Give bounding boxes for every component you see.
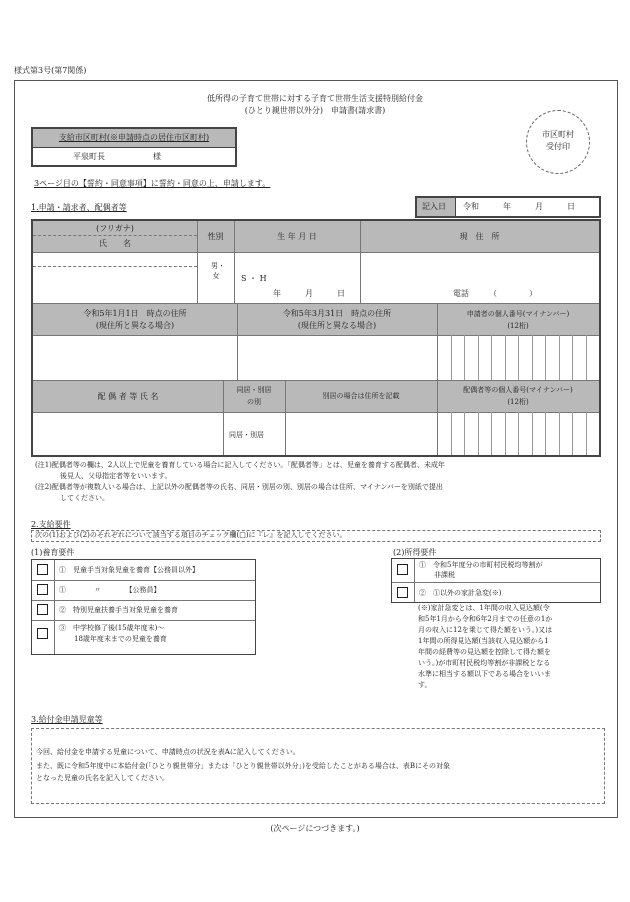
checkbox-age15-18[interactable] xyxy=(37,628,48,639)
stamp-line2: 受付印 xyxy=(546,142,570,151)
digit-divider xyxy=(518,412,519,455)
sex-options[interactable]: 男・女 xyxy=(211,262,225,280)
digit-divider xyxy=(559,335,560,380)
care-item-4-line2: 18歳年度末までの児童を養育 xyxy=(74,635,167,643)
footnote-line: (※)家計急変とは、1年間の収入見込額(令 xyxy=(418,604,550,612)
section3-title: 3.給付金申請児童等 xyxy=(31,715,103,724)
care-item-1: ① 児童手当対象児童を養育【公務員以外】 xyxy=(59,566,199,574)
digit-divider xyxy=(491,335,492,380)
digit-divider xyxy=(518,335,519,380)
municipality-value[interactable]: 平泉町長 様 xyxy=(73,152,161,161)
jan1-address-label: 令和5年1月1日 時点の住所 xyxy=(83,309,187,318)
digit-divider xyxy=(451,335,452,380)
digit-divider xyxy=(451,412,452,455)
fill-date-label: 記入日 xyxy=(422,202,446,211)
municipality-box xyxy=(31,127,237,167)
digit-divider xyxy=(505,335,506,380)
mar31-address-label: 令和5年3月31日 時点の住所 xyxy=(282,309,392,318)
note-2-line1: (注2)配偶者等が複数人いる場合は、上記以外の配偶者等の氏名、同居・別居の別、別居の場合は住所、マイナンバーを別紙で提出 xyxy=(35,483,443,491)
digit-divider xyxy=(572,412,573,455)
income-item-1-line2: 非課税 xyxy=(434,571,455,579)
spouse-name-label: 配 偶 者 等 氏 名 xyxy=(97,392,159,401)
income-req-sub2: (2)所得要件 xyxy=(393,548,437,557)
digit-divider xyxy=(532,335,533,380)
jan1-address-sublabel: (現住所と異なる場合) xyxy=(95,321,175,330)
cohab-options[interactable]: 同居・別居 xyxy=(229,431,264,439)
digit-divider xyxy=(586,412,587,455)
applicant-mynumber-label: 申請者の個人番号(マイナンバー) xyxy=(466,310,570,318)
digit-divider xyxy=(478,335,479,380)
cohab-sublabel: の別 xyxy=(247,398,261,406)
intro-text: 3ページ目の【誓約・同意事項】に誓約・同意の上、申請します。 xyxy=(34,179,271,188)
sex-label: 性別 xyxy=(207,232,224,241)
care-requirement-table xyxy=(31,559,256,655)
income-footnote xyxy=(418,603,552,691)
income-item-1: ① 令和5年度分の市町村民税均等割が xyxy=(419,561,543,569)
digit-divider xyxy=(559,412,560,455)
digit-divider xyxy=(464,335,465,380)
section3-line3: となった児童の氏名を記入してください。 xyxy=(36,774,169,782)
era-options[interactable]: S ・ H xyxy=(241,274,267,283)
footnote-line: 水準に相当する額以下である場合をいいま xyxy=(418,670,551,678)
footnote-line: す。 xyxy=(418,681,432,689)
furigana-label: (フリガナ) xyxy=(96,224,134,233)
jan1-address-field[interactable] xyxy=(34,337,236,379)
name-label: 氏 名 xyxy=(99,239,131,248)
digit-divider xyxy=(545,412,546,455)
note-2-line2: してください。 xyxy=(60,494,109,502)
section3-box xyxy=(31,728,605,804)
municipality-header: 支給市区町村(※申請時点の居住市区町村) xyxy=(58,133,210,142)
checkbox-tax-exempt[interactable] xyxy=(397,564,408,575)
section3-line1: 今回、給付金を申請する児童について、申請時点の状況を表Aに記入してください。 xyxy=(36,748,300,756)
spouse-mynumber-field[interactable] xyxy=(437,412,599,455)
note-1-line1: (注1)配偶者等の欄は、2人以上で児童を養育している場合に記入してください。「配偶者等」とは、児童を養育する配偶者、未成年 xyxy=(35,461,445,469)
mar31-address-field[interactable] xyxy=(238,337,436,379)
cohab-label: 同居・別居 xyxy=(236,386,272,394)
continue-footer: (次ページにつづきます。) xyxy=(270,824,360,833)
footnote-line: 1年間の所得見込額(当該収入見込額から1 xyxy=(418,637,549,645)
name-field[interactable] xyxy=(34,268,196,302)
footnote-line: 月の収入に12を乗じて得た額をいう。)又は xyxy=(418,626,553,634)
form-number: 様式第3号(第7関係) xyxy=(14,66,87,75)
applicant-mynumber-field[interactable] xyxy=(437,335,599,380)
digit-divider xyxy=(586,335,587,380)
address-label: 現 住 所 xyxy=(459,232,500,241)
income-item-2: ② ①以外の家計急変(※) xyxy=(419,589,502,597)
spouse-mynumber-sublabel: (12桁) xyxy=(507,398,529,406)
income-requirement-table xyxy=(391,558,601,603)
applicant-mynumber-sublabel: (12桁) xyxy=(507,322,529,330)
checkbox-special-allowance[interactable] xyxy=(37,604,48,615)
birthdate-field[interactable]: 年 月 日 xyxy=(273,289,345,298)
section2-title: 2.支給要件 xyxy=(31,520,71,529)
footnote-line: 年間の経費等の見込額を控除して得た額を xyxy=(418,648,551,656)
note-1-line2: 後見人、父母指定者等をいいます。 xyxy=(60,472,172,480)
stamp-line1: 市区町村 xyxy=(542,130,574,139)
section1-title: 1.申請・請求者、配偶者等 xyxy=(31,203,127,212)
digit-divider xyxy=(491,412,492,455)
income-req-sub1: (1)養育要件 xyxy=(31,548,75,557)
checkbox-sudden-change[interactable] xyxy=(397,587,408,598)
digit-divider xyxy=(505,412,506,455)
form-title-line1: 低所得の子育て世帯に対する子育て世帯生活支援特別給付金 xyxy=(207,94,423,103)
digit-divider xyxy=(532,412,533,455)
spouse-mynumber-label: 配偶者等の個人番号(マイナンバー) xyxy=(463,386,573,394)
footnote-line: 和5年1月から令和6年2月までの任意の1か xyxy=(418,615,553,623)
checkbox-child-allowance-public[interactable] xyxy=(37,584,48,595)
care-item-2: ① 〃 【公務員】 xyxy=(59,586,161,594)
spouse-name-field[interactable] xyxy=(34,414,222,454)
furigana-field[interactable] xyxy=(34,254,196,265)
section2-instruction: 次の(1)および(2)のそれぞれについて該当する項目のチェック欄(□)に『レ』を記入してください。 xyxy=(31,530,601,542)
fill-date-field[interactable]: 令和 年 月 日 xyxy=(463,202,575,211)
digit-divider xyxy=(572,335,573,380)
birthdate-label: 生 年 月 日 xyxy=(277,232,317,241)
address-field[interactable] xyxy=(361,254,598,284)
fill-date-box xyxy=(415,196,601,218)
applicant-table xyxy=(31,219,601,457)
reception-stamp xyxy=(526,110,590,174)
digit-divider xyxy=(478,412,479,455)
digit-divider xyxy=(464,412,465,455)
digit-divider xyxy=(545,335,546,380)
section3-line2: また、既に令和5年度中に本給付金(「ひとり親世帯分」または「ひとり親世帯以外分」)を受給したことがある場合は、表Bにその対象 xyxy=(36,762,451,770)
mar31-address-sublabel: (現住所と異なる場合) xyxy=(297,321,377,330)
checkbox-child-allowance[interactable] xyxy=(37,564,48,575)
separate-address-field[interactable] xyxy=(286,414,436,454)
care-item-3: ② 特別児童扶養手当対象児童を養育 xyxy=(59,606,178,614)
care-item-4: ③ 中学校修了後(15歳年度末)〜 xyxy=(59,624,165,632)
separate-address-label: 別居の場合は住所を記載 xyxy=(322,392,400,400)
phone-field[interactable]: 電話 （ ） xyxy=(453,289,537,298)
form-title-line2: (ひとり親世帯以外分) 申請書(請求書) xyxy=(244,106,386,115)
footnote-line: いう。)が市町村民税均等割が非課税となる xyxy=(418,659,551,667)
